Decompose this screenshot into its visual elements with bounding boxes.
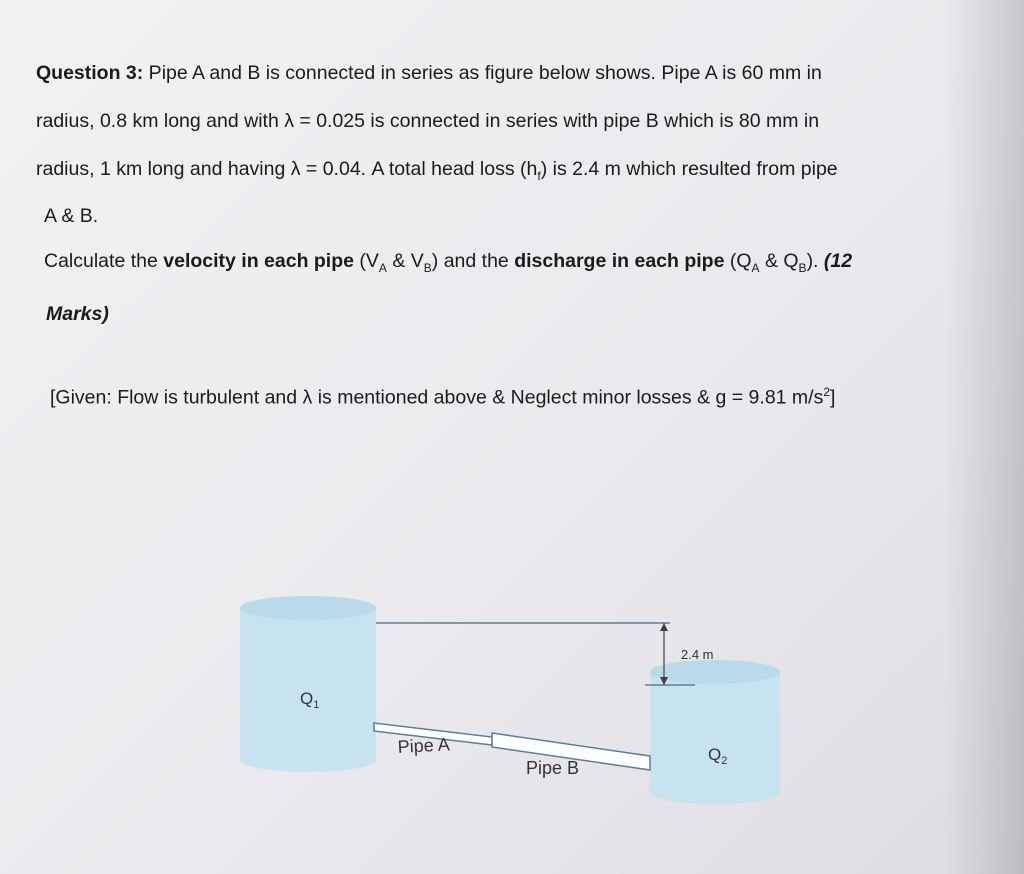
q1-label: $Q_1$: [300, 689, 320, 711]
calc-text: & V: [386, 250, 424, 272]
calc-bold-discharge: discharge in each pipe: [514, 250, 725, 272]
calc-text: Calculate the: [44, 250, 164, 272]
right-tank-top: [650, 660, 780, 684]
question-text-2: radius, 0.8 km long and with λ = 0.025 is connected in series with pipe B which is 80 mm in: [36, 110, 820, 132]
subscript-a: A: [378, 260, 387, 275]
question-line-4: [44, 205, 98, 228]
calculate-line: [44, 250, 852, 275]
subscript-qa: A: [751, 260, 760, 275]
left-tank-top: [240, 596, 376, 620]
pipe-b-label: Pipe B: [526, 758, 580, 778]
question-line-1: [36, 62, 822, 85]
calc-text: & Q: [759, 250, 799, 272]
page-shadow: [944, 0, 1024, 874]
calc-text: (Q: [724, 250, 752, 272]
calc-bold-velocity: velocity in each pipe: [163, 250, 354, 272]
left-tank: [240, 596, 376, 772]
superscript-2: 2: [823, 385, 831, 399]
left-tank-bottom: [240, 748, 376, 772]
right-tank: [650, 660, 780, 804]
marks-line: [46, 303, 109, 326]
subscript-qb: B: [798, 260, 807, 275]
left-tank-body: [240, 608, 376, 760]
head-arrow-up: [660, 623, 668, 631]
head-label: 2.4 m: [681, 647, 714, 662]
question-label: Question 3:: [36, 62, 144, 84]
marks-label-2: Marks): [46, 303, 109, 325]
given-text-end: ]: [830, 386, 836, 409]
right-tank-body: [650, 672, 780, 792]
calc-text: (V: [353, 250, 379, 272]
pipe-a-label: Pipe A: [397, 734, 451, 757]
given-text: [Given: Flow is turbulent and λ is mentioned above & Neglect minor losses & g = 9.81 m/s: [50, 386, 824, 409]
calc-text: ) and the: [431, 250, 515, 272]
q2-label: $Q_2$: [708, 745, 728, 767]
question-text-3: radius, 1 km long and having λ = 0.04. A total head loss (h: [36, 158, 538, 180]
question-text-1: Pipe A and B is connected in series as figure below shows. Pipe A is 60 mm in: [143, 62, 822, 84]
subscript-f: f: [537, 168, 541, 183]
pipe-series-diagram: [230, 590, 790, 820]
question-line-2: [36, 110, 819, 133]
given-line: [50, 385, 835, 410]
question-text-4: A & B.: [44, 205, 99, 227]
marks-label: (12: [823, 250, 853, 272]
right-tank-bottom: [650, 780, 780, 804]
calc-text: ).: [806, 250, 824, 272]
question-line-3: [36, 158, 838, 183]
subscript-b: B: [423, 260, 432, 275]
question-text-3-end: ) is 2.4 m which resulted from pipe: [540, 158, 838, 180]
